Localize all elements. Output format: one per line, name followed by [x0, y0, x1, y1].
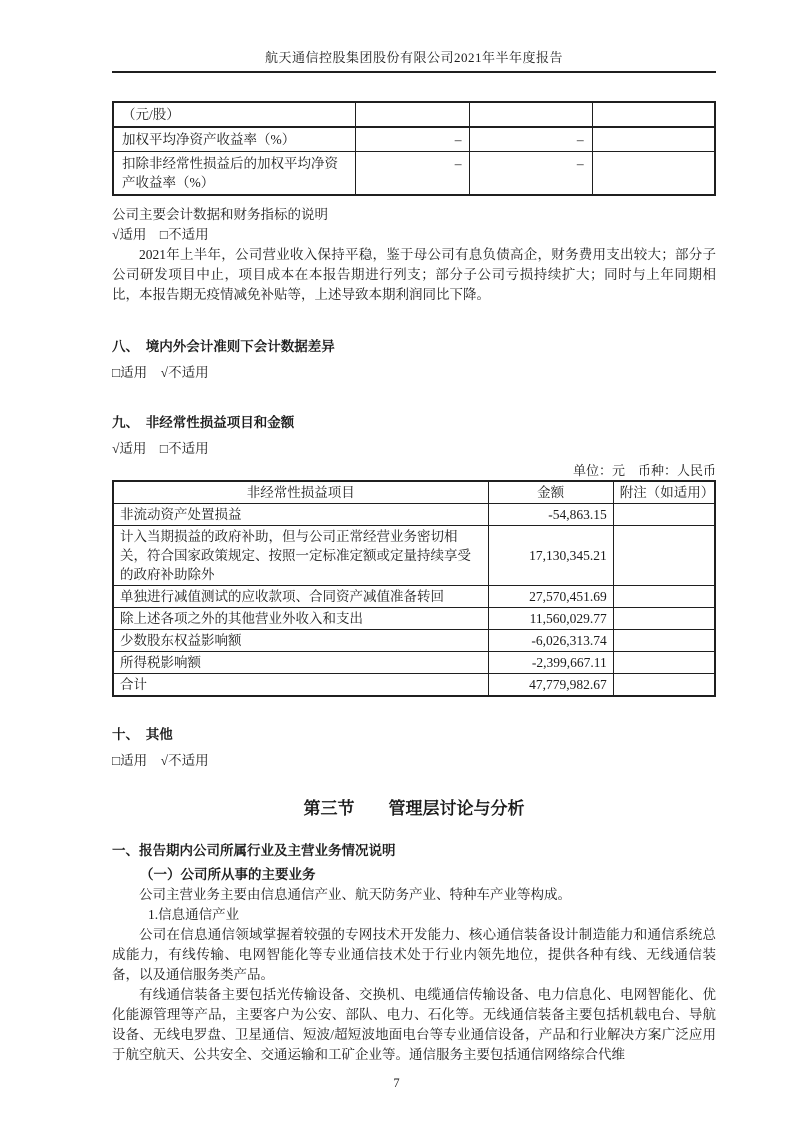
table-row — [113, 608, 715, 630]
section-heading-ten: 十、 其他 — [112, 727, 173, 742]
item-cell: 计入当期损益的政府补助，但与公司正常经营业务密切相关，符合国家政策规定、按照一定标准定额或定量持续享受的政府补助除外 — [113, 526, 488, 586]
amount-cell: 11,560,029.77 — [488, 608, 613, 630]
discussion-paragraph-b: 有线通信装备主要包括光传输设备、交换机、电缆通信传输设备、电力信息化、电网智能化、优化能源管理等产品，主要客户为公安、部队、电力、石化等。无线通信装备主要包括机载电台、导航设备、无线电罗盘、卫星通信、短波/超短波地面电台等专业通信设备，产品和行业解决方案广泛应用于航空航天、公共安全、交通运输和工矿企业等。通信服务主要包括通信网络综合代维 — [112, 987, 716, 1062]
metric-value-cell — [356, 102, 470, 127]
column-header-item: 非经常性损益项目 — [113, 481, 488, 504]
discussion-heading-one: 一、报告期内公司所属行业及主营业务情况说明 — [112, 843, 396, 858]
table-row — [113, 652, 715, 674]
nonrecurring-items-table — [112, 480, 716, 697]
note-cell — [613, 526, 715, 586]
metric-value-cell — [592, 127, 715, 152]
chapter-title: 第三节 管理层讨论与分析 — [303, 799, 525, 818]
amount-cell: 47,779,982.67 — [488, 674, 613, 697]
running-header-title: 航天通信控股集团股份有限公司2021年半年度报告 — [264, 50, 563, 65]
table-row — [113, 586, 715, 608]
amount-cell: -2,399,667.11 — [488, 652, 613, 674]
applicability-line: □适用 √不适用 — [112, 753, 209, 768]
metric-label-cell: 扣除非经常性损益后的加权平均净资产收益率（%） — [113, 152, 356, 196]
header-divider — [112, 71, 716, 73]
note-cell — [613, 652, 715, 674]
applicability-line: □适用 √不适用 — [112, 365, 209, 380]
discussion-item-one: 1.信息通信产业 — [148, 907, 240, 922]
table-row — [113, 127, 715, 152]
column-header-note: 附注（如适用） — [613, 481, 715, 504]
amount-cell: 27,570,451.69 — [488, 586, 613, 608]
metric-value-cell: – — [470, 127, 592, 152]
discussion-paragraph-a: 公司在信息通信领域掌握着较强的专网技术开发能力、核心通信装备设计制造能力和通信系统总成能力，有线传输、电网智能化等专业通信技术处于行业内领先地位，提供各种有线、无线通信装备，以及通信服务类产品。 — [112, 927, 716, 982]
note-cell — [613, 586, 715, 608]
table-row — [113, 630, 715, 652]
applicability-line: √适用 □不适用 — [112, 227, 209, 242]
metric-label-cell: 加权平均净资产收益率（%） — [113, 127, 356, 152]
table-header-row — [113, 481, 715, 504]
per-share-metrics-table — [112, 101, 716, 196]
amount-cell: -54,863.15 — [488, 504, 613, 526]
amount-cell: -6,026,313.74 — [488, 630, 613, 652]
amount-cell: 17,130,345.21 — [488, 526, 613, 586]
column-header-amount: 金额 — [488, 481, 613, 504]
notes-section-title: 公司主要会计数据和财务指标的说明 — [112, 207, 328, 222]
item-cell: 少数股东权益影响额 — [113, 630, 488, 652]
metric-label-cell: （元/股） — [113, 102, 356, 127]
note-cell — [613, 504, 715, 526]
table-row — [113, 526, 715, 586]
discussion-heading-sub: （一）公司所从事的主要业务 — [140, 867, 316, 882]
metric-value-cell: – — [356, 152, 470, 196]
applicability-line: √适用 □不适用 — [112, 441, 209, 456]
page-number: 7 — [393, 1076, 400, 1090]
table-row — [113, 152, 715, 196]
note-cell — [613, 630, 715, 652]
note-cell — [613, 674, 715, 697]
metric-value-cell: – — [470, 152, 592, 196]
item-cell: 合计 — [113, 674, 488, 697]
item-cell: 所得税影响额 — [113, 652, 488, 674]
note-cell — [613, 608, 715, 630]
item-cell: 非流动资产处置损益 — [113, 504, 488, 526]
item-cell: 除上述各项之外的其他营业外收入和支出 — [113, 608, 488, 630]
notes-paragraph: 2021年上半年，公司营业收入保持平稳，鉴于母公司有息负债高企，财务费用支出较大；部分子公司研发项目中止，项目成本在本报告期进行列支；部分子公司亏损持续扩大；同时与上年同期相比，本报告期无疫情减免补贴等，上述导致本期利润同比下降。 — [112, 247, 716, 302]
discussion-main-paragraph: 公司主营业务主要由信息通信产业、航天防务产业、特种车产业等构成。 — [139, 887, 571, 902]
table-row — [113, 504, 715, 526]
metric-value-cell — [592, 152, 715, 196]
table-row — [113, 102, 715, 127]
currency-unit-note: 单位：元 币种：人民币 — [572, 463, 716, 478]
section-heading-nine: 九、 非经常性损益项目和金额 — [112, 415, 295, 430]
metric-value-cell — [592, 102, 715, 127]
item-cell: 单独进行减值测试的应收款项、合同资产减值准备转回 — [113, 586, 488, 608]
table-row — [113, 674, 715, 697]
section-heading-eight: 八、 境内外会计准则下会计数据差异 — [112, 339, 335, 354]
metric-value-cell: – — [356, 127, 470, 152]
metric-value-cell — [470, 102, 592, 127]
